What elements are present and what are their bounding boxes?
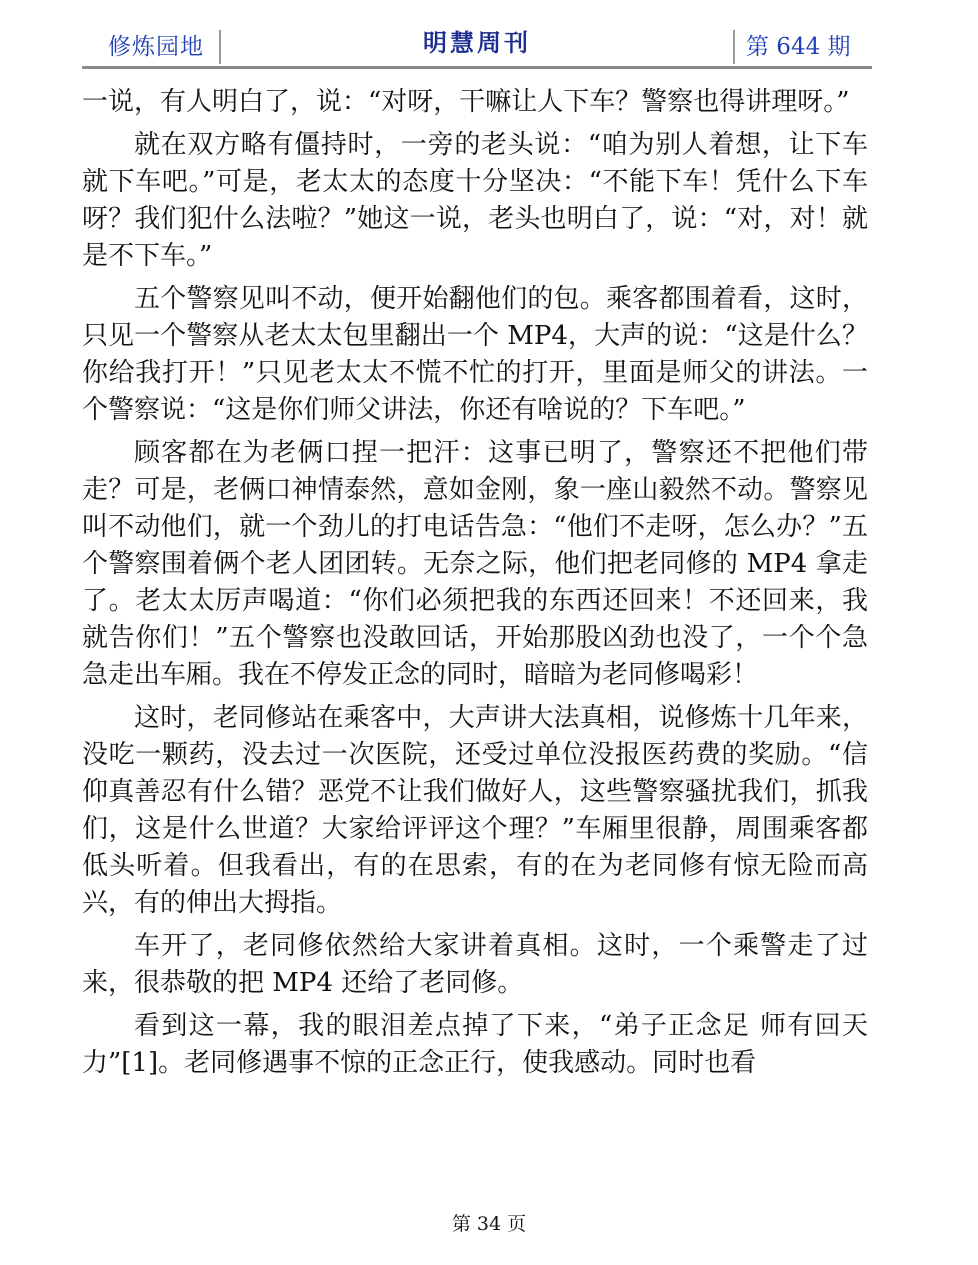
header-rule — [82, 66, 872, 69]
page-header — [82, 28, 872, 68]
paragraph: 就在双方略有僵持时，一旁的老头说：“咱为别人着想，让下车就下车吧。”可是，老太太的态度十分坚决：“不能下车！凭什么下车呀？我们犯什么法啦？”她这一说，老头也明白了，说：“对，对！就是不下车。” — [82, 130, 868, 271]
issue-number: 第 644 期 — [746, 34, 851, 60]
article-body — [82, 84, 868, 1088]
publication-title: 明慧周刊 — [423, 29, 531, 57]
paragraph: 这时，老同修站在乘客中，大声讲大法真相，说修炼十几年来，没吃一颗药，没去过一次医院，还受过单位没报医药费的奖励。“信仰真善忍有什么错？恶党不让我们做好人，这些警察骚扰我们，抓我们，这是什么世道？大家给评评这个理？”车厢里很静，周围乘客都低头听着。但我看出，有的在思索，有的在为老同修有惊无险而高兴，有的伸出大拇指。 — [82, 703, 868, 918]
section-label: 修炼园地 — [108, 34, 204, 60]
header-divider-right — [733, 30, 735, 64]
page-number: 第 34 页 — [451, 1213, 527, 1235]
paragraph: 五个警察见叫不动，便开始翻他们的包。乘客都围着看，这时，只见一个警察从老太太包里翻出一个 MP4，大声的说：“这是什么？你给我打开！”只见老太太不慌不忙的打开，里面是师父的讲法。一个警察说：“这是你们师父讲法，你还有啥说的？下车吧。” — [82, 284, 868, 425]
paragraph: 一说，有人明白了，说：“对呀，干嘛让人下车？警察也得讲理呀。” — [82, 87, 850, 117]
paragraph: 看到这一幕，我的眼泪差点掉了下来，“弟子正念足 师有回天力”[1]。老同修遇事不惊的正念正行，使我感动。同时也看 — [82, 1011, 868, 1078]
paragraph: 顾客都在为老俩口捏一把汗：这事已明了，警察还不把他们带走？可是，老俩口神情泰然，意如金刚，象一座山毅然不动。警察见叫不动他们，就一个劲儿的打电话告急：“他们不走呀，怎么办？”五个警察围着俩个老人团团转。无奈之际，他们把老同修的 MP4 拿走了。老太太厉声喝道：“你们必须把我的东西还回来！不还回来，我就告你们！”五个警察也没敢回话，开始那股凶劲也没了，一个个急急走出车厢。我在不停发正念的同时，暗暗为老同修喝彩！ — [82, 438, 868, 690]
paragraph: 车开了，老同修依然给大家讲着真相。这时，一个乘警走了过来，很恭敬的把 MP4 还给了老同修。 — [82, 931, 868, 998]
